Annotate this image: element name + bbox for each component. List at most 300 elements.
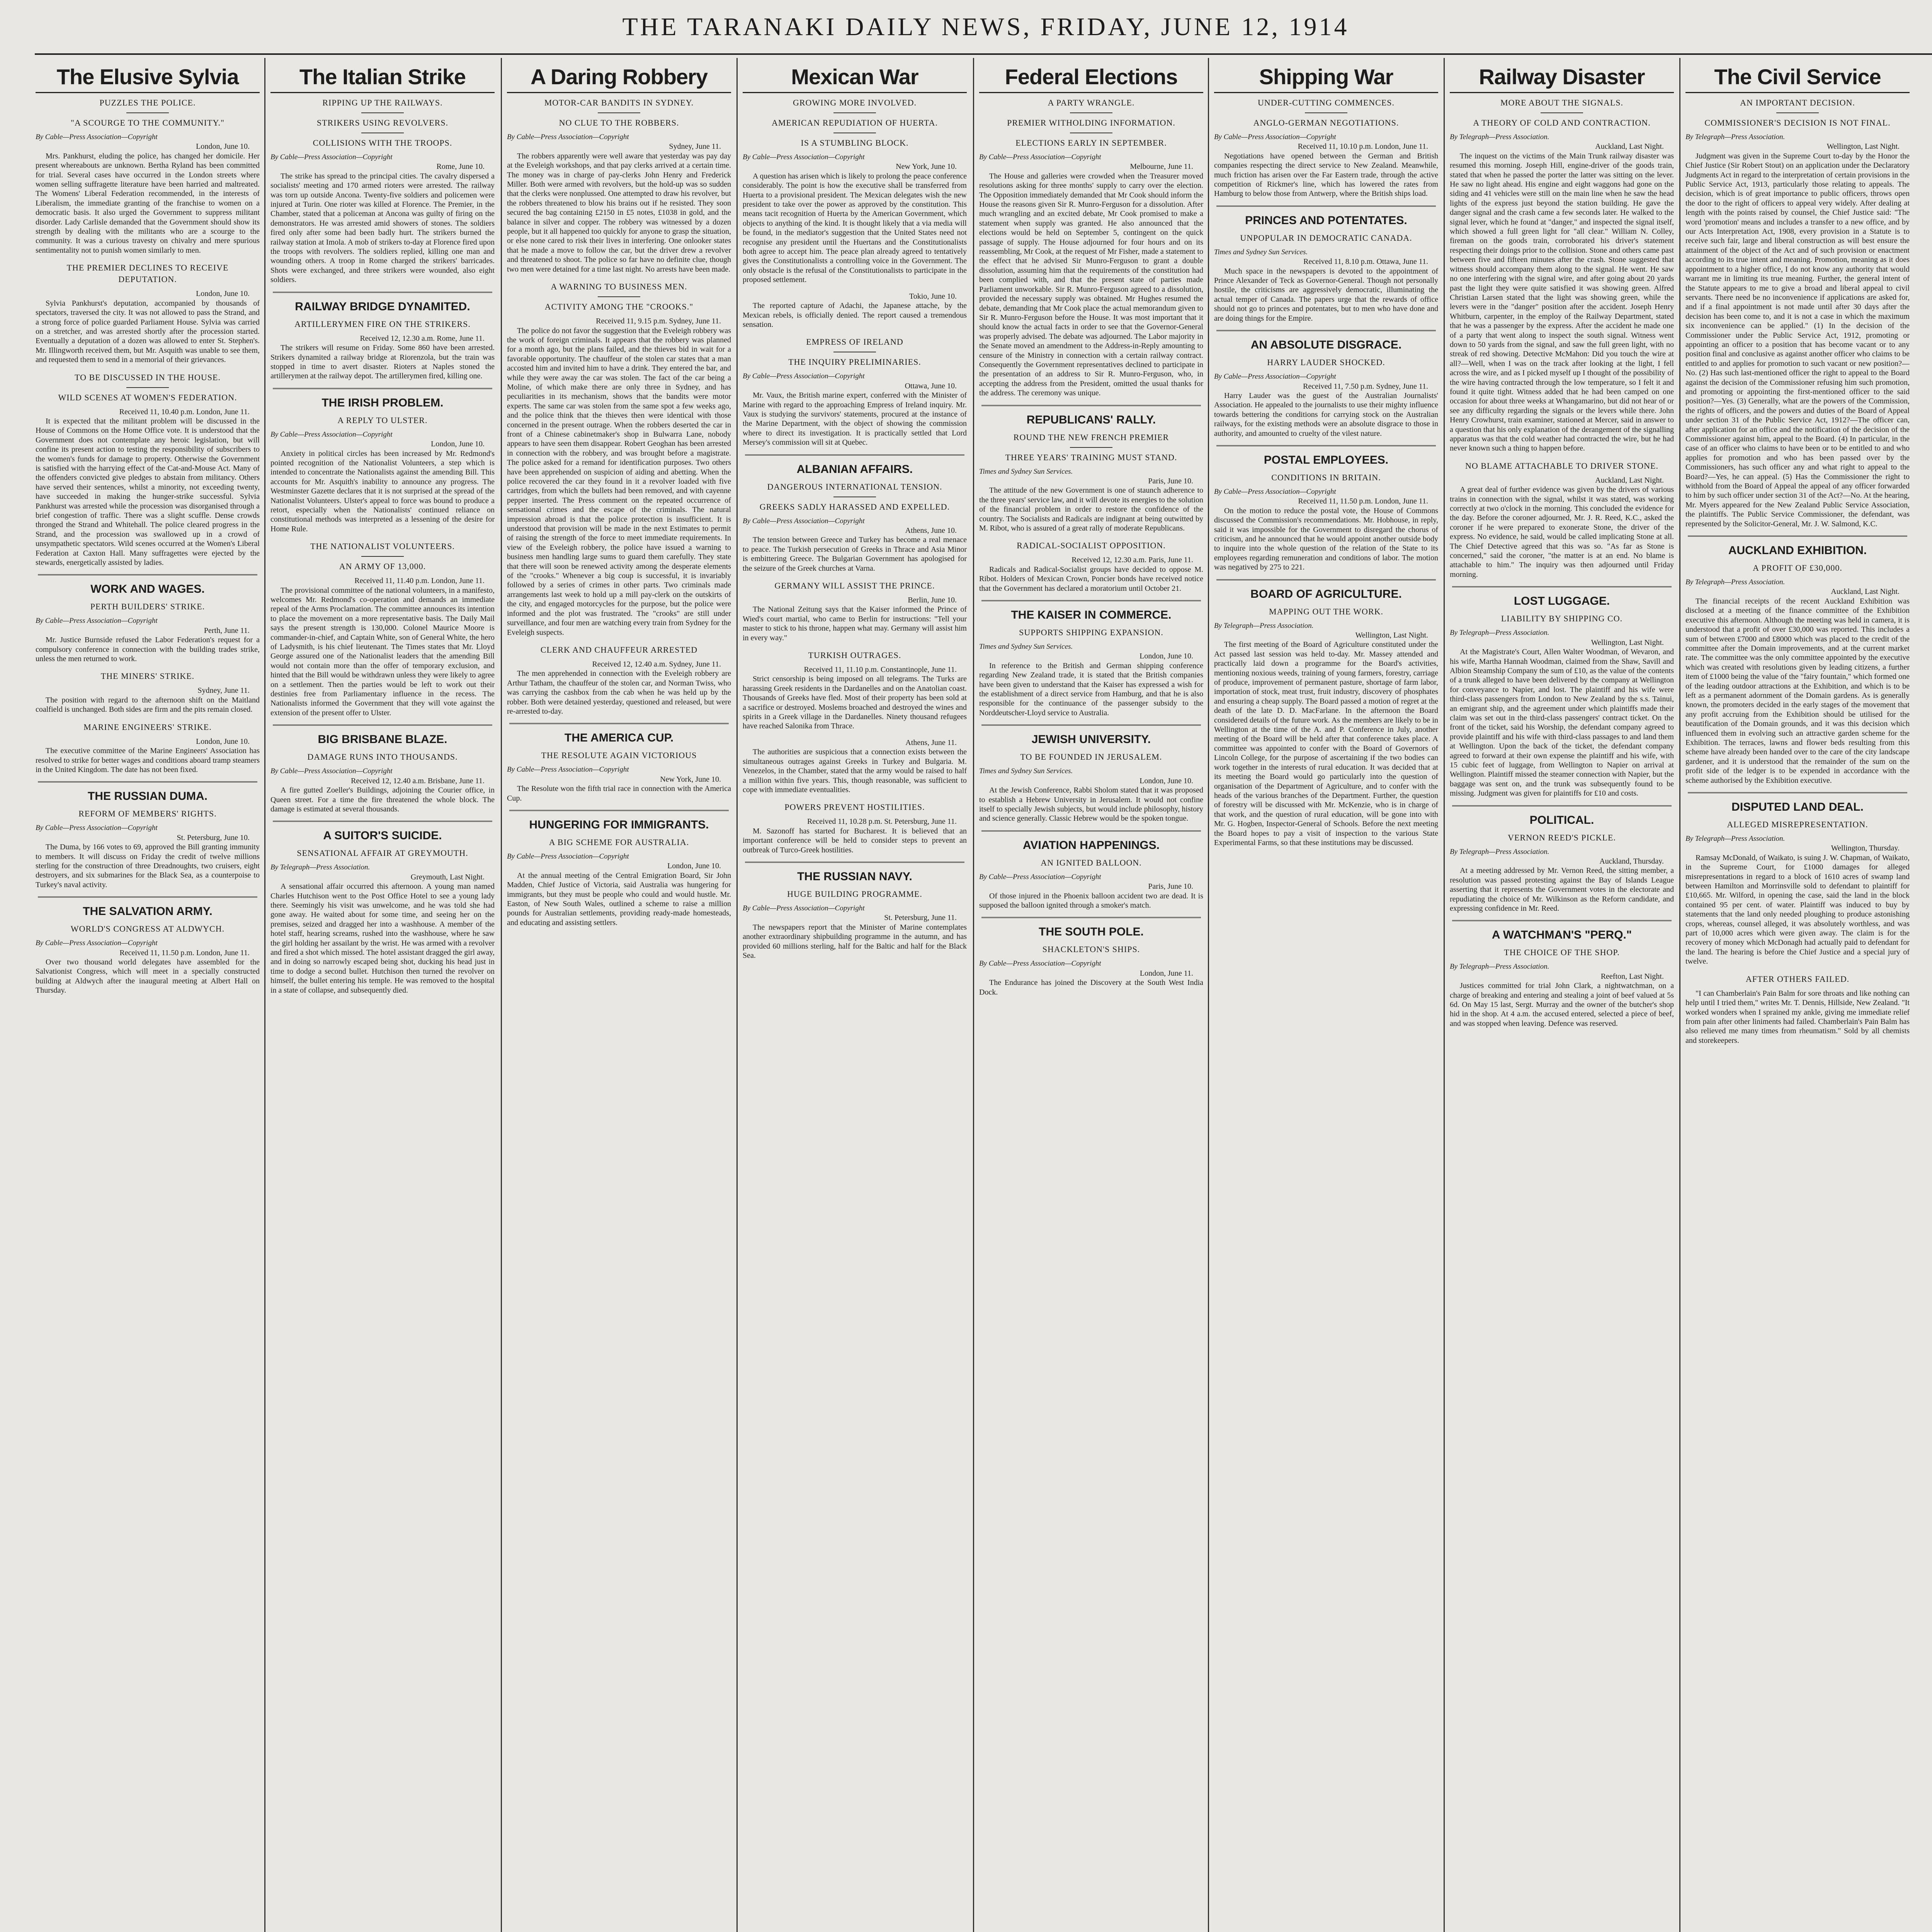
article-byline: By Cable—Press Association—Copyright <box>743 372 865 381</box>
article-dateline: Auckland, Thursday. <box>1599 857 1664 866</box>
article-headline: THE RUSSIAN DUMA. <box>87 790 207 803</box>
article-divider <box>981 917 1201 918</box>
article-divider <box>981 830 1201 832</box>
article-headline: A SUITOR'S SUICIDE. <box>323 829 442 842</box>
article-subhead: AN IGNITED BALLOON. <box>1041 857 1142 867</box>
article <box>743 738 967 794</box>
article <box>507 723 731 803</box>
article <box>270 292 495 381</box>
article <box>36 670 260 714</box>
article-subhead: GERMANY WILL ASSIST THE PRINCE. <box>774 581 935 590</box>
article-subhead: THE CHOICE OF THE SHOP. <box>1504 947 1620 957</box>
article-subhead: SHACKLETON'S SHIPS. <box>1042 944 1140 954</box>
article-body: Radicals and Radical-Socialist groups have decided to oppose M. Ribot. Holders of Mexican Crown, Poncier bonds have received notice that the Government has declared a moratorium until October 21. <box>979 565 1203 593</box>
article-byline: Times and Sydney Sun Services. <box>979 467 1073 476</box>
article-subhead: AFTER OTHERS FAILED. <box>1745 974 1850 984</box>
article-divider <box>1216 330 1436 331</box>
article-body: In reference to the British and German shipping conference regarding New Zealand trade, it is stated that the British companies have been given to understand that the Kaiser has expressed a wish for the establishment of a direct service from Hamburg, and that he is also responsible for the continuance of the passenger subsidy to the Norddeutscher-Lloyd service to Australia. <box>979 661 1203 717</box>
article-byline: By Cable—Press Association—Copyright <box>743 153 865 161</box>
article <box>270 388 495 534</box>
subhead-rule <box>598 296 640 297</box>
article-headline: BOARD OF AGRICULTURE. <box>1250 587 1402 600</box>
article-subhead: ARTILLERYMEN FIRE ON THE STRIKERS. <box>294 319 471 329</box>
article <box>507 97 731 274</box>
article-subhead: LIABILITY BY SHIPPING CO. <box>1501 614 1623 624</box>
article-dateline: Athens, June 11. <box>905 738 957 747</box>
article-byline: By Cable—Press Association—Copyright <box>979 959 1101 968</box>
article-subhead: AMERICAN REPUDIATION OF HUERTA. <box>771 118 938 128</box>
article-body: The financial receipts of the recent Auckland Exhibition was disclosed at a meeting of the finance committee of the Exhibition executive this afternoon. Although the meeting was held in camera, it is understood that a profit of over £30,000 was reported. This includes a sum of between £7000 and £8000 which was placed to the credit of the committee after the Domain improvements, and at the current market rate. The committee was the only committee appointed by the executive which was created with resolutions given by leading citizens, a further item of £1000 being the value of the "fairy fountain," which formed one of the leading outdoor attractions at the Exhibition, and which is to be left as a permanent adornment of the Domain gardens. As is generally known, the promoters decided in the early stages of the movement that any profit accruing from the Exhibition should be utilised for the beautification of the Domain grounds, and it was this decision which influenced them in evolving such an attractive garden scheme for the Exhibition. The terraces, lawns and flower beds resulting from this scheme have already been handed over to the care of the city landscape gardener, and it is understood that the remainder of the sum on the profit side of the ledger is to be expended in accordance with the scheme authorised by the Exhibition executive. <box>1685 597 1910 785</box>
article-dateline: Received 11, 11.10 p.m. Constantinople, June 11. <box>804 665 957 674</box>
article-subhead: A WARNING TO BUSINESS MEN. <box>551 282 687 292</box>
article <box>36 97 260 255</box>
article-dateline: Wellington, Last Night. <box>1591 638 1664 647</box>
article <box>979 405 1203 533</box>
article-subhead: ELECTIONS EARLY IN SEPTEMBER. <box>1015 138 1167 148</box>
article <box>507 810 731 927</box>
article-headline: HUNGERING FOR IMMIGRANTS. <box>529 818 709 831</box>
article <box>36 372 260 568</box>
article-dateline: New York, June 10. <box>660 775 721 784</box>
article-dateline: Reefton, Last Night. <box>1600 972 1664 981</box>
article-subhead: THE RESOLUTE AGAIN VICTORIOUS <box>541 750 697 760</box>
masthead: THE TARANAKI DAILY NEWS, FRIDAY, JUNE 12, 1914 <box>622 13 1349 41</box>
column-8 <box>1685 62 1910 1932</box>
article-subhead: AN IMPORTANT DECISION. <box>1740 98 1855 107</box>
article <box>36 721 260 775</box>
article-byline: By Cable—Press Association—Copyright <box>1214 133 1336 141</box>
article-byline: By Cable—Press Association—Copyright <box>270 153 393 161</box>
article-divider <box>273 724 492 726</box>
article-byline: By Cable—Press Association—Copyright <box>507 133 629 141</box>
article-subhead: COLLISIONS WITH THE TROOPS. <box>313 138 452 148</box>
article-body: The first meeting of the Board of Agriculture constituted under the Act passed last session was held to-day. Mr. Massey attended and practically laid down a programme for the Board's activities, mentioning noxious weeds, training of young farmers, forestry, carriage of produce, improvement of permanent pasture, shortage of farm labor, importation of stock, meat trust, fruit industry, discovery of phosphates and ensuring a cheap supply. The Board passed a motion of regret at the death of the late D. D. MacFarlane. In the afternoon the Board considered details of the future work. As the members are likely to be in Wellington at the time of the A. and P. Conference in July, another meeting of the Board will be held after that conference takes place. A committee was appointed to confer with the Board of Governors of Lincoln College, for the purpose of ascertaining if the two bodies can work together in the interests of rural education. It was decided that at its meeting the Board would go particularly into the question of organisation of the Department of Agriculture, and to confer with the heads of the various branches of the Department. Further, the question of forestry will be discussed with Mr. McKenzie, who is in charge of that work, and the question of rural education, will be gone into with Mr. G. Hogben, Inspector-General of Schools. Before the next meeting the Board hopes to pay a visit of inspection to the various State Experimental Farms, so that these institutions may be discussed. <box>1214 640 1438 847</box>
article-subhead: TURKISH OUTRAGES. <box>808 650 901 660</box>
article-byline: By Cable—Press Association—Copyright <box>1214 372 1336 381</box>
article-subhead: DAMAGE RUNS INTO THOUSANDS. <box>307 752 458 762</box>
article-body: At the Jewish Conference, Rabbi Sholom stated that it was proposed to establish a Hebrew University in Jerusalem. It would not confine itself to specially Jewish subjects, but would include philosophy, history and science generally. Classic Hebrew would be the spoken tongue. <box>979 786 1203 823</box>
article-body: A great deal of further evidence was given by the drivers of various trains in connection with the signal, whilst it was stated, was working correctly at two o'clock in the morning. This concluded the evidence for the day. Before the coroner adjourned, Mr. J. R. Reed, K.C., asked the coroner if he were prepared to exonerate Stone, the driver of the express. No evidence, he said, would be called implicating Stone at all. The Chief Detective agreed that this was so. "As far as Stone is concerned," said the coroner, "the matter is at an end. No blame is attachable to him." The inquiry was then adjourned until Friday morning. <box>1450 485 1674 579</box>
article-dateline: Wellington, Last Night. <box>1827 142 1900 151</box>
article-byline: By Telegraph—Press Association. <box>1450 133 1549 141</box>
article-byline: Times and Sydney Sun Services. <box>979 643 1073 651</box>
article-subhead: MARINE ENGINEERS' STRIKE. <box>83 722 212 732</box>
article-subhead: HUGE BUILDING PROGRAMME. <box>787 889 922 899</box>
column-1 <box>36 62 260 1932</box>
article-body: Sylvia Pankhurst's deputation, accompanied by thousands of spectators, traversed the city. It was not allowed to pass the Strand, and a strong force of police guarded Parliament House. Sylvia was carried on a stretcher, and was arrested shortly after the procession started. Eventually a deputation of a dozen was allowed to enter St. Stephen's. Mr. Illingworth received them, but Mr. Asquith was unable to see them, and requested them to send in a memorial of their grievances. <box>36 299 260 364</box>
article-dateline: London, June 10. <box>1139 652 1193 661</box>
article-divider <box>745 454 964 456</box>
article-dateline: London, June 10. <box>196 142 250 151</box>
article-byline: Times and Sydney Sun Services. <box>1214 248 1308 256</box>
article-dateline: Received 12, 12.40 a.m. Brisbane, June 11. <box>351 776 485 785</box>
article-body: The men apprehended in connection with the Eveleigh robbery are Arthur Tatham, the chauffeur of the stolen car, and Norman Twiss, who was carrying the cashbox from the cab when he was held up by the robber. Both were detained yesterday, questioned and released, but were re-arrested to-day. <box>507 669 731 716</box>
article-dateline: London, June 11. <box>1139 969 1193 978</box>
article-body: Negotiations have opened between the German and British companies respecting the direct service to New Zealand. Meanwhile, much friction has arisen over the Far Eastern trade, through the active competition of Rickmer's line, which has lowered the rates from Hamburg to below those from Antwerp, where the British ships load. <box>1214 151 1438 198</box>
article-headline: RAILWAY BRIDGE DYNAMITED. <box>295 300 470 313</box>
article-body: The provisional committee of the national volunteers, in a manifesto, welcomes Mr. Redmond's co-operation and demands an immediate repeal of the Arms Proclamation. The committee announces its intention to place the movement on a more representative basis. The Daily Mail says the present strength is 130,000. Colonel Maurice Moore is commander-in-chief, and Captain White, son of General White, the hero of Ladysmith, is his chief lieutenant. The Times states that Mr. Lloyd George assured one of the Nationalist leaders that the amending Bill would not contain more than the offer of temporary exclusion, and hinted that the Bill would be withdrawn unless they were likely to agree on a settlement. Then the parties would be left to work out their destinies free from Parliamentary influence in the recess. The Nationalists informed the Government that they will vote against the extension of the present offer to Ulster. <box>270 586 495 717</box>
article-subhead: SUPPORTS SHIPPING EXPANSION. <box>1019 628 1163 638</box>
column-heading: The Civil Service <box>1685 63 1910 93</box>
article-body: At the Magistrate's Court, Allen Walter Woodman, of Wevaron, and his wife, Martha Hannah Woodman, claimed from the Shaw, Savill and Albion Steamship Company the sum of £10, as the value of the contents of a trunk alleged to have been delivered by the company at Wellington for conveyance to Napier, and lost. The plaintiff and his wife were third-class passengers from London to New Zealand by the s.s. Tainui, an emigrant ship, and the agreement under which plaintiffs made their claim was set out in the third-class passengers' contract ticket. On the front of the ticket, said his Worship, the defendant company agreed to provide plaintiff and his wife with third-class passages to and land them at Wellington. Upon the back of the ticket, the defendant company agreed to forward at their own expense the plaintiff and his wife, with 15 cubic feet of luggage, from Wellington to Napier on arrival at Wellington. Plaintiff missed the steamer connection with Napier, but the baggage was sent on, and the trunk was subsequently found to be missing. Judgment was given for plaintiffs for £10 and costs. <box>1450 648 1674 798</box>
article-divider <box>745 862 964 863</box>
article-divider <box>1216 579 1436 580</box>
column-heading: The Elusive Sylvia <box>36 63 260 93</box>
article-body: The House and galleries were crowded when the Treasurer moved resolutions asking for three months' supply to carry over the election. The Opposition immediately demanded that Mr Cook should inform the House the reasons given Sir R. Munro-Ferguson for a dissolution. After much wrangling and an excited debate, Mr Cook promised to make a statement when supply was granted. He also announced that the elections would be held on September 5, contingent on the quick passage of supply. The House adjourned for four hours and on its reassembling, Mr Cook, at the request of Mr Fisher, made a statement to the effect that he advised Sir Munro-Ferguson to grant a double dissolution, assuming him that the requirements of the constitution had been complied with, and that the present state of parties made Parliament unworkable. Sir R. Munro-Ferguson agreed to a dissolution, provided the necessary supply was obtained. Mr Hughes resumed the debate, demanding that Mr Cook place the actual memorandum given to Sir R. Munro-Ferguson before the House. It was most important that it should know the actual facts in order to see that the Governor-General was properly advised. The debate was adjourned. The Labor majority in the Senate moved an amendment to the Address-in-Reply amounting to censure of the Ministry in connection with a certain railway contract. Consequently the Government representatives declined to participate in the presentation of an address to Sir R. Munro-Ferguson, who, in accepting the address from the President, omitted the usual thanks for the address. The ceremony was unique. <box>979 172 1203 398</box>
article <box>1214 206 1438 323</box>
article-subhead: A REPLY TO ULSTER. <box>337 415 428 425</box>
article <box>1450 460 1674 579</box>
article-headline: POSTAL EMPLOYEES. <box>1264 453 1389 466</box>
article-headline: THE SOUTH POLE. <box>1039 925 1144 939</box>
article-headline: LOST LUGGAGE. <box>1514 595 1610 608</box>
article-body: A sensational affair occurred this afternoon. A young man named Charles Hutchison went to the Post Office Hotel to see a young lady there. Seemingly his visit was unwelcome, and he was told she had gone away. He waited about for some time, and seeing her on the premises, seized and dragged her into a washhouse. A member of the hotel staff, hearing screams, rushed into the washhouse, where he saw the girl holding her assailant by the wrist. He was armed with a revolver and fired a shot which missed. The hotel assistant dragged the girl away, and in doing so narrowly escaped being shot, ducking his head just in time to dodge a second bullet. Hutchison then turned the revolver on himself, the bullet entering his temple. He was removed to the hospital in a state of collapse, and subsequently died. <box>270 882 495 995</box>
article-divider <box>273 821 492 822</box>
article-dateline: London, June 10. <box>196 737 250 746</box>
article <box>743 292 967 330</box>
article-dateline: London, June 10. <box>1139 776 1193 785</box>
article-byline: By Cable—Press Association—Copyright <box>743 904 865 912</box>
article <box>1450 920 1674 1028</box>
article-dateline: St. Petersburg, June 11. <box>884 913 957 922</box>
column-4 <box>743 62 967 1932</box>
article-body: The Duma, by 166 votes to 69, approved the Bill granting immunity to members. It will discuss on Friday the credit of twelve millions sterling for the construction of three Dreadnoughts, two cruisers, eight destroyers, and six submarines for the Black Sea, as a counterpoise to Turkey's naval activity. <box>36 843 260 889</box>
article-byline: By Cable—Press Association—Copyright <box>270 430 393 439</box>
article-body: At the annual meeting of the Central Emigration Board, Sir John Madden, Chief Justice of Victoria, said Australia was hungering for immigrants, but they must be people who could and would hustle. Mr. Easton, of New South Wales, outlined a scheme to raise a million pounds for Australian settlements, providing ready-made homesteads, and educating and assisting settlers. <box>507 871 731 927</box>
article-headline: BIG BRISBANE BLAZE. <box>318 733 447 746</box>
article-dateline: Paris, June 10. <box>1148 882 1193 891</box>
article-subhead: IS A STUMBLING BLOCK. <box>801 138 909 148</box>
article-body: The police do not favor the suggestion that the Eveleigh robbery was the work of foreign criminals. It appears that the robbery was planned for a month ago, but the plans failed, and the thieves bid in wait for a favorable opportunity. The chauffeur of the stolen car states that a man accosted him and invited him to have a drink. They entered the bar, and while they were away the car was stolen. The fact of the car being a Moline, of which make there are only three in Sydney, and has peculiarities in its mechanism, shows that the bandits were motor experts. The same car was stolen from the same spot a few weeks ago, and the police think that the thieves then were identical with those concerned in the present outrage. When the robbers deserted the car in front of a Chinese cabinetmaker's shop in Bulwarra Lane, nobody appears to have seen them disappear. Robert Geoghan has been arrested in connection with the robbery, and was brought before a magistrate. The police asked for a remand for identification purposes. Two others have been apprehended on suspicion of aiding and abetting. When the police recovered the car they found in it a revolver loaded with five cartridges, from which the bullets had been removed, and with cayenne pepper inserted. The Press comment on the repeated occurrence of sensational crimes and the escape of the criminals. The natural impression abroad is that the police protection is insufficient. It is understood that provision will be made in the next Estimates to permit of raising the strength of the force to meet immediate requirements. In view of the Eveleigh robbery, the police have issued a warning to business men handling large sums to guard them carefully. They state that there will soon be renewed activity among the desperate elements of the "crooks." Whenever a big coup is successful, it is invariably followed by a series of crimes in other parts. Two criminals made arrangements last week to hold up a mill pay-clerk on the outskirts of the city, and engaged motorcycles for the purpose, but the police were informed and the plot was frustrated. The "crooks" are still under surveillance, and four men are watching every train from Sydney for the Eveleigh suspects. <box>507 326 731 637</box>
article-headline: THE SALVATION ARMY. <box>83 905 213 918</box>
article-divider <box>1688 792 1907 793</box>
article-subhead: DANGEROUS INTERNATIONAL TENSION. <box>767 481 942 492</box>
article-headline: REPUBLICANS' RALLY. <box>1026 413 1156 426</box>
article-body: The attitude of the new Government is one of staunch adherence to the three years' service law, and it will devote its energies to the solution of the financial problem in order to restore the confidence of the country. The Socialists and Radicals are indignant at being outwitted by M. Ribot, who is assured of a great rally of moderate Republicans. <box>979 486 1203 532</box>
article-body: The strikers will resume on Friday. Some 860 have been arrested. Strikers dynamited a railway bridge at Riorenzola, but the train was stopped in time to avert disaster. Rioters at Naples stoned the artillerymen at the railway depot. The artillerymen fired, killing one. <box>270 344 495 381</box>
article-dateline: Received 11, 11.50 p.m. London, June 11. <box>1298 497 1428 506</box>
column-2 <box>270 62 495 1932</box>
article-dateline: Received 11, 11.40 p.m. London, June 11. <box>354 577 485 585</box>
article <box>1450 586 1674 798</box>
article-byline: By Telegraph—Press Association. <box>1450 847 1549 856</box>
article-subhead: WORLD'S CONGRESS AT ALDWYCH. <box>70 924 225 934</box>
column-heading: Railway Disaster <box>1450 63 1674 93</box>
column-rule <box>973 58 974 1932</box>
article-subhead: THREE YEARS' TRAINING MUST STAND. <box>1005 452 1177 462</box>
article-body: The inquest on the victims of the Main Trunk railway disaster was resumed this morning. Joseph Hill, engine-driver of the goods train, stated that when he passed the porter the latter was sitting on the lever. He saw no light ahead. His engine and eight waggons had gone on the siding and 41 vehicles were still on the main line when he saw the head lights of the express just beyond the station building. He gave the danger signal and the crash came a few seconds later. He walked to the signal lever, which he found at "danger," and inspected the signal itself, which showed a full green light for "all clear." William N. Colley, fireman on the goods train, corroborated his driver's statement respecting their doings prior to the collision. Stone and others came past between five and fifteen minutes after the crash. Stone suggested that witness should accompany them along to the signal. He went. He saw no one interfering with the signal wire, and after going about 20 yards past the light they were quite satisfied it was showing green. Alfred Christian Larsen stated that the light was showing green, while the levers were in the "danger" position after the accident. Joseph Henry Whitburn, carpenter, in the employ of the Railway Department, stated that he was a passenger by the express. After the accident he made one of a party that went along to inspect the south signal. Witness went down to 50 yards from the signal, and saw the full green light, with no streak of red showing. Detective McMahon: Did you touch the wire at all?—Well, when I was on the track after looking at the light, I fell across the wire, and as I picked myself up I thought of the possibility of the wire having contracted through the low temperature, so I felt it and found it quite tight. Witness added that he had been camped on one occasion for about three weeks at Whangamarino, but did not hear of or see any difficulty regarding the signals or the levers while there. John Henry Crowhurst, train examiner, stationed at Mercer, said in answer to a question that his only explanation of the derangement of the signalling apparatus was that the cold weather had contracted the wire, but he had never known such a thing to happen before. <box>1450 151 1674 453</box>
column-7 <box>1450 62 1674 1932</box>
article <box>1450 805 1674 913</box>
column-5 <box>979 62 1203 1932</box>
article-subhead: COMMISSIONER'S DECISION IS NOT FINAL. <box>1704 118 1891 128</box>
article <box>1214 579 1438 848</box>
subhead-rule <box>598 112 640 113</box>
subhead-rule <box>1541 112 1583 113</box>
article-byline: By Cable—Press Association—Copyright <box>979 153 1101 161</box>
article-dateline: Received 11, 9.15 p.m. Sydney, June 11. <box>596 317 721 326</box>
article-dateline: Greymouth, Last Night. <box>410 872 485 881</box>
article-subhead: TO BE FOUNDED IN JERUSALEM. <box>1020 752 1162 762</box>
article-subhead: PREMIER WITHOLDING INFORMATION. <box>1007 118 1175 128</box>
article-dateline: Received 12, 12.30 a.m. Rome, June 11. <box>360 334 485 343</box>
subhead-rule <box>833 112 876 113</box>
article-subhead: THE PREMIER DECLINES TO RECEIVE DEPUTATION. <box>66 263 229 284</box>
article-dateline: Rome, June 10. <box>436 162 485 171</box>
column-rule <box>501 58 502 1932</box>
article-divider <box>38 896 257 898</box>
article-byline: By Cable—Press Association—Copyright <box>979 872 1101 881</box>
article <box>979 724 1203 823</box>
column-heading: Shipping War <box>1214 63 1438 93</box>
article-subhead: SENSATIONAL AFFAIR AT GREYMOUTH. <box>297 848 468 858</box>
article-subhead: GROWING MORE INVOLVED. <box>793 98 917 107</box>
article-subhead: RIPPING UP THE RAILWAYS. <box>322 98 443 107</box>
article-subhead: GREEKS SADLY HARASSED AND EXPELLED. <box>759 502 950 512</box>
article <box>1685 792 1910 966</box>
article-body: M. Sazonoff has started for Bucharest. It is believed that an important conference will be held to consider steps to prevent an outbreak of Turco-Greek hostilities. <box>743 827 967 854</box>
article-body: Mrs. Pankhurst, eluding the police, has changed her domicile. Her present whereabouts are unknown. Bertha Ryland has been committed for trial. Several cases have occurred in the London streets where women selling suffragette literature have been harried and maltreated. The Womens' Liberal Federation recommended, in the interests of Liberalism, the immediate granting of the franchise to women on a democratic basis. It also urged the Government to suppress militant disorder. Lady Carlisle demanded that the Government should show its strength by dealing with the militants who are a scourge to the community. It was a curious travesty on chivalry and mere spurious sentimentality not to punish women similarly to men. <box>36 151 260 255</box>
article-dateline: Received 11, 10.40 p.m. London, June 11. <box>119 407 250 416</box>
article-body: Strict censorship is being imposed on all telegrams. The Turks are harassing Greek residents in the Dardanelles and on the Anatolian coast. Thousands of Greeks have fled. Most of their property has been sold at a sacrifice or destroyed. Moslems broached and destroyed the wines and spirits in a Greek village in the Dardanelles. Ninety thousand refugees have reached Salonika from Thrace. <box>743 675 967 731</box>
subhead-rule <box>361 112 404 113</box>
article <box>979 830 1203 910</box>
article-subhead: WILD SCENES AT WOMEN'S FEDERATION. <box>58 392 237 402</box>
article-divider <box>981 600 1201 601</box>
article-body: The newspapers report that the Minister of Marine contemplates another extraordinary shipbuilding programme in the autumn, and has provided 60 millions sterling, half for the Baltic and half for the Black Sea. <box>743 923 967 960</box>
article-body: Much space in the newspapers is devoted to the appointment of Prince Alexander of Teck as Governor-General. Though not personally hostile, the criticisms are aggressively democratic, illuminating the actual temper of Canada. The papers urge that the rewards of office should not go to princes and potentates, but to men who have done and are doing things for the Empire. <box>1214 267 1438 323</box>
article-byline: By Telegraph—Press Association. <box>1450 629 1549 637</box>
column-rule <box>1679 58 1680 1932</box>
article-subhead: "A SCOURGE TO THE COMMUNITY." <box>71 118 224 128</box>
article-subhead: UNPOPULAR IN DEMOCRATIC CANADA. <box>1240 233 1412 243</box>
article <box>743 336 967 447</box>
article-byline: By Cable—Press Association—Copyright <box>36 617 158 625</box>
article-divider <box>509 723 729 724</box>
subhead-rule <box>1070 112 1112 113</box>
article-divider <box>38 781 257 782</box>
article-subhead: RADICAL-SOCIALIST OPPOSITION. <box>1017 541 1166 551</box>
article <box>36 781 260 889</box>
article-body: The robbers apparently were well aware that yesterday was pay day at the Eveleigh workshops, and that pay clerks arrived at a certain time. The money was in charge of pay-clerks John Henry and Frederick Miller. Both were armed with revolvers, but the hold-up was so sudden that the clerks were nonplussed. One attempted to draw his revolver, but the robbers threatened to blow his brains out if he resisted. They soon secured the bag containing £2150 in £5 notes, £1038 in gold, and the balance in silver and copper. The robbery was witnessed by a dozen people, but it all happened too quickly for anyone to grasp the situation, or else none cared to risk their lives in interfering. One onlooker states that he made a move to follow the car, but the driver drew a revolver and threatened to shoot. The police so far have no definite clue, though two men were detained for a time last night. No arrests have been made. <box>507 151 731 274</box>
article-body: Ramsay McDonald, of Waikato, is suing J. W. Chapman, of Waikato, in the Supreme Court, for £1000 damages for alleged misrepresentations in regard to a block of 1610 acres of swamp land between Hamilton and Morrinsville sold to defendant to plaintiff for £10,665. Mr. Wilford, in opening the case, said the land in the block contained 95 per cent. of water. Plaintiff was induced to buy by statements that the land only needed ploughing to produce astonishing crops, whereas, counsel alleged, it was absolutely worthless, and was part of 10,000 acres which were given away. The claim is for the recovery of money which McDonagh had actually paid to defendant for the land. The hearing is before the Chief Justice and a special jury of twelve. <box>1685 853 1910 966</box>
article <box>979 540 1203 593</box>
article <box>36 574 260 663</box>
article-dateline: Paris, June 10. <box>1148 476 1193 485</box>
article-body: Justices committed for trial John Clark, a nightwatchman, on a charge of breaking and entering and stealing a joint of beef valued at 5s 6d. On May 15 last, Sergt. Murray and the owner of the butcher's shop hid in the shop. At 4 a.m. the accused entered, selected a piece of beef, and was stopped when leaving. Defence was reserved. <box>1450 981 1674 1028</box>
article-dateline: Received 12, 12.30 a.m. Paris, June 11. <box>1071 556 1193 565</box>
article <box>1450 97 1674 453</box>
article <box>743 580 967 643</box>
article-body: The executive committee of the Marine Engineers' Association has resolved to strike for better wages and conditions aboard tramp steamers in the United Kingdom. The date has not been fixed. <box>36 747 260 774</box>
article-divider <box>1216 445 1436 446</box>
article-subhead: MOTOR-CAR BANDITS IN SYDNEY. <box>544 98 694 107</box>
article-headline: THE KAISER IN COMMERCE. <box>1011 609 1172 622</box>
article-subhead: TO BE DISCUSSED IN THE HOUSE. <box>75 372 221 382</box>
subhead-rule <box>1070 447 1112 448</box>
column-6 <box>1214 62 1438 1932</box>
article-byline: By Cable—Press Association—Copyright <box>36 939 158 947</box>
article-body: On the motion to reduce the postal vote, the House of Commons discussed the Commission's recommendations. Mr. Hobhouse, in reply, said it was impossible for the Government to disregard the chorus of criticism, and he announced that he would appoint another outside body to inquire into the whole question of the relation of the State to its employees regarding remuneration and conditions of labor. The motion was negatived by 275 to 221. <box>1214 506 1438 572</box>
article-divider <box>1216 206 1436 207</box>
article-body: The tension between Greece and Turkey has become a real menace to peace. The Turkish persecution of Greeks in Thrace and Asia Minor is embittering Greece. The Bulgarian Government has apologised for the seizure of the Greek churches at Varna. <box>743 536 967 573</box>
article-dateline: Auckland, Last Night. <box>1595 476 1664 485</box>
article <box>743 801 967 855</box>
article-byline: By Telegraph—Press Association. <box>1685 133 1785 141</box>
article-body: "I can Chamberlain's Pain Balm for sore throats and like nothing can help until I tried them," writes Mr. T. Dennis, Hillside, New Zealand. "It worked wonders when I sprained my ankle, giving me immediate relief from pain after other liniments had failed. Chamberlain's Pain Balm has also relieved me many times from rheumatism." Sold by all chemists and storekeepers. <box>1685 989 1910 1045</box>
article-subhead: NO BLAME ATTACHABLE TO DRIVER STONE. <box>1465 461 1658 471</box>
article-dateline: Tokio, June 10. <box>909 292 957 301</box>
article-body: At a meeting addressed by Mr. Vernon Reed, the sitting member, a resolution was passed protesting against the Bay of Islands League asserting that it represents the Government votes in the electorate and repudiating the choice of Mr. Wilkinson as the Reform candidate, and expressing confidence in Mr. Reed. <box>1450 866 1674 913</box>
article <box>1214 445 1438 572</box>
article-dateline: London, June 10. <box>667 862 721 871</box>
article-dateline: London, June 10. <box>196 289 250 298</box>
column-rule <box>736 58 738 1932</box>
article-subhead: NO CLUE TO THE ROBBERS. <box>559 118 679 128</box>
article-byline: By Cable—Press Association—Copyright <box>507 765 629 774</box>
article-subhead: EMPRESS OF IRELAND <box>806 337 903 347</box>
article-divider <box>981 405 1201 406</box>
column-heading: A Daring Robbery <box>507 63 731 93</box>
article-dateline: Received 11, 8.10 p.m. Ottawa, June 11. <box>1303 257 1428 266</box>
article-subhead: A PROFIT OF £30,000. <box>1753 563 1842 573</box>
article-body: The reported capture of Adachi, the Japanese attache, by the Mexican rebels, is officially denied. The report caused a tremendous sensation. <box>743 301 967 329</box>
article-byline: By Cable—Press Association—Copyright <box>36 133 158 141</box>
article-byline: By Cable—Press Association—Copyright <box>507 852 629 861</box>
article-subhead: CLERK AND CHAUFFEUR ARRESTED <box>540 645 698 655</box>
masthead-rule <box>35 53 1932 55</box>
subhead-rule <box>126 112 169 113</box>
article-subhead: VERNON REED'S PICKLE. <box>1508 832 1616 842</box>
article-headline: THE AMERICA CUP. <box>564 731 674 745</box>
article <box>270 97 495 285</box>
article-subhead: A PARTY WRANGLE. <box>1048 98 1135 107</box>
subhead-rule <box>1305 112 1347 113</box>
column-rule <box>264 58 265 1932</box>
article-headline: PRINCES AND POTENTATES. <box>1245 214 1407 227</box>
article-divider <box>509 810 729 811</box>
subhead-rule <box>1776 112 1819 113</box>
article-subhead: PUZZLES THE POLICE. <box>99 98 196 107</box>
article-divider <box>1452 920 1672 921</box>
article-subhead: MORE ABOUT THE SIGNALS. <box>1500 98 1623 107</box>
article-subhead: UNDER-CUTTING COMMENCES. <box>1258 98 1395 107</box>
article-subhead: THE MINERS' STRIKE. <box>100 671 195 681</box>
article-body: Mr. Vaux, the British marine expert, conferred with the Minister of Marine with regard to the approaching Empress of Ireland inquiry. Mr. Vaux is studying the survivors' statements, procured at the instance of the Marine Department, with the object of showing the commission where to direct its investigation. It is practically settled that Lord Mersey's commission will sit at Quebec. <box>743 391 967 447</box>
article-dateline: Received 11, 10.10 p.m. London, June 11. <box>1298 142 1428 151</box>
article-body: The strike has spread to the principal cities. The cavalry dispersed a socialists' meeting and 170 armed rioters were arrested. The railway was torn up outside Ancona. Twenty-five soldiers and policemen were injured at Turin. One rioter was killed at Florence. The Premier, in the Chamber, stated that a policeman at Ancona was guilty of firing on the demonstrators. He was arrested amid showers of stones. The soldiers fired only after some had been badly hurt. The strikers burned the railway station at Imola. A mob of strikers to-day at Florence fired upon the troops with revolvers. The soldiers replied, killing one man and wounding others. A troop in Rome charged the strikers' barricades. Shots were exchanged, and three strikers were wounded, also eight soldiers. <box>270 172 495 284</box>
article-divider <box>1688 536 1907 537</box>
article-subhead: PERTH BUILDERS' STRIKE. <box>90 602 205 612</box>
article-dateline: Berlin, June 10. <box>908 596 957 604</box>
article-dateline: Received 11, 11.50 p.m. London, June 11. <box>119 948 250 957</box>
article <box>743 454 967 573</box>
article-subhead: POWERS PREVENT HOSTILITIES. <box>784 802 925 812</box>
article <box>270 541 495 718</box>
article-byline: By Cable—Press Association—Copyright <box>743 517 865 525</box>
article <box>743 97 967 285</box>
article-byline: By Cable—Press Association—Copyright <box>270 767 393 776</box>
article <box>1685 536 1910 785</box>
article-body: The Endurance has joined the Discovery at the South West India Dock. <box>979 978 1203 997</box>
article <box>270 724 495 814</box>
article-headline: AUCKLAND EXHIBITION. <box>1728 544 1867 557</box>
article-subhead: STRIKERS USING REVOLVERS. <box>316 118 449 128</box>
article-byline: By Telegraph—Press Association. <box>1685 835 1785 843</box>
article-body: It is expected that the militant problem will be discussed in the House of Commons on the Home Office vote. It is understood that the Government does not contemplate any heroic legislation, but will confine its present action to testing the responsibility of subscribers to the women's funds for damage to property. Otherwise the Government is satisfied with the harrying effect of the Cat-and-Mouse Act. Many of the offenders convicted give pledges to abstain from militancy. Others have served their sentences, whilst a minority, not exceeding twenty, have succeeded in making the hunger-strike successful. Sylvia Pankhurst was arrested while the procession was disorganised through a brief congestion of traffic. There was a slight scuffle. Dense crowds thronged the Strand and Whitehall. The police cleared progress in the Strand, and the procession was swallowed up in a crowd of unsympathetic spectators. Wild scenes occurred at the Women's Liberal Federation at Caxton Hall. Many suffragettes were ejected by the stewards, energetically assisted by ladies. <box>36 417 260 567</box>
column-3 <box>507 62 731 1932</box>
article-subhead: CONDITIONS IN BRITAIN. <box>1271 472 1381 482</box>
article-body: Judgment was given in the Supreme Court to-day by the Honor the Chief Justice (Sir Robert Stout) on an application under the Declaratory Judgments Act in regard to the interpretation of certain provisions in the Public Service Act, 1913, particularly those relating to appeals. The decision, which is of great importance to public officers, throws open the door to the right of officers to appeal very widely. After dealing at length with the points raised by counsel, the Chief Justice said: "The word 'promotion' means and includes a transfer to a new office, and by our Acts Interpretation Act, 1908, every provision in a Statute is to receive such fair, large and liberal construction as will best ensure the attainment of the object of the Act and of such provision or enactment according to its true intent and meaning. Promotion, meaning as it does appointment to a higher office, I do not know any authority that would warrant me in limiting its true meaning. Further, the general intent of the Statute appears to me to give a broad and liberal appeal to civil servants. There need be no inconvenience if applications are asked for, and if a final appointment is not made until after 30 days after the decision has been come to, and it is not a case in which the maximum six inconvenience can be applied." (1) In the decision of the Commissioner under the Public Service Act, 1912, promoting or appointing an officer to a position that has become vacant or to any position final and conclusive as against another officer who claims to be entitled to and applies for promotion to such vacant or new position?—No. (2) Has such last-mentioned officer the right to appeal to the Board against the decision of the Commissioner refusing him such promotion, and promoting or appointing the first-mentioned officer to the said position?—Yes. (3) Generally, what are the powers of the Commission, the rights of officers, and the powers and duties of the Board of Appeal under section 31 of the Public Service Act, 1912?—The officer can, after application for an office and the notification of the decision of the Commissioner against him, appeal to the Board. (4) In particular, in the case of an officer who claims to have been or to be entitled to and who applies for promotion and who has been passed over by the Commissioners, has such officer any and what right to appeal to the Board?—Yes, he can appeal. (5) Has the Commissioner the right to withhold from the Board of Appeal the appeal of any officer forwarded to him by such officer under section 31 of the Act?—No. At the hearing, Mr. Myers appeared for the New Zealand Public Service Association, the plaintiffs. The Public Service Commissioner, the defendant, was represented by the Solicitor-General, Mr. J. W. Salmond, K.C. <box>1685 151 1910 528</box>
article-subhead: ANGLO-GERMAN NEGOTIATIONS. <box>1253 118 1399 128</box>
article-dateline: Received 12, 12.40 a.m. Sydney, June 11. <box>592 660 721 668</box>
article <box>507 281 731 637</box>
article-subhead: A BIG SCHEME FOR AUSTRALIA. <box>549 837 689 847</box>
article-subhead: THE INQUIRY PRELIMINARIES. <box>788 357 921 367</box>
article-subhead: ALLEGED MISREPRESENTATION. <box>1727 820 1868 829</box>
article-body: Of those injured in the Phoenix balloon accident two are dead. It is supposed the balloon ignited through a smoker's match. <box>979 891 1203 910</box>
column-rule <box>1208 58 1209 1932</box>
article-dateline: Athens, June 10. <box>905 526 957 535</box>
article-dateline: Melbourne, June 11. <box>1130 162 1193 171</box>
article-headline: THE RUSSIAN NAVY. <box>797 870 912 883</box>
article-headline: DISPUTED LAND DEAL. <box>1731 801 1864 813</box>
article-headline: WORK AND WAGES. <box>90 583 205 596</box>
article-headline: AVIATION HAPPENINGS. <box>1023 838 1160 852</box>
article-byline: By Telegraph—Press Association. <box>1214 621 1314 630</box>
article <box>743 650 967 731</box>
article <box>1685 973 1910 1045</box>
article-dateline: Received 11, 10.28 p.m. St. Petersburg, June 11. <box>807 817 957 826</box>
article <box>270 821 495 995</box>
article <box>507 644 731 716</box>
article-byline: By Cable—Press Association—Copyright <box>1214 487 1336 496</box>
article-divider <box>273 388 492 389</box>
article-subhead: A THEORY OF COLD AND CONTRACTION. <box>1473 118 1651 128</box>
article-body: The authorities are suspicious that a connection exists between the simultaneous outrages against Greeks in Turkey and Bulgaria. M. Venezelos, in the Chamber, stated that the army would be raised to half a million within five years. This, though reasonable, was sufficient to cope with immediate eventualities. <box>743 748 967 794</box>
article <box>1214 330 1438 438</box>
article-body: The position with regard to the afternoon shift on the Maitland coalfield is unchanged. Both sides are firm and the pits remain closed. <box>36 696 260 714</box>
article-byline: Times and Sydney Sun Services. <box>979 767 1073 776</box>
article-headline: POLITICAL. <box>1529 813 1594 827</box>
column-heading: Mexican War <box>743 63 967 93</box>
article-subhead: MAPPING OUT THE WORK. <box>1269 606 1384 616</box>
subhead-rule <box>126 387 169 388</box>
article-headline: AN ABSOLUTE DISGRACE. <box>1250 338 1402 352</box>
article-subhead: ROUND THE NEW FRENCH PREMIER <box>1013 432 1169 442</box>
article-dateline: Wellington, Last Night. <box>1355 631 1428 639</box>
article-subhead: THE NATIONALIST VOLUNTEERS. <box>310 541 455 551</box>
article-dateline: Sydney, June 11. <box>669 142 721 151</box>
subhead-rule <box>361 556 404 557</box>
article <box>1685 97 1910 529</box>
article-divider <box>981 724 1201 726</box>
article-body: A fire gutted Zoeller's Buildings, adjoining the Courier office, in Queen street. For a time the fire threatened the whole block. The damage is estimated at several thousands. <box>270 786 495 813</box>
article <box>1214 97 1438 199</box>
article-body: A question has arisen which is likely to prolong the peace conference considerably. The point is how the executive shall be transferred from Huerta to a provisional president. The Mexican delegates wish the new president to take over the power as approved by the constitution. This means tacit recognition of Huerta by the American Government, which objects to anything of the kind. It is thought likely that a via media will be found, in the mediator's suggestion that the United States need not recognise any president until the Huertans and the Constitutionalists both agree to accept him. The peace plan already agreed to tentatively gives the Constitutionalists a controlling voice in the Government. The only obstacle is the refusal of the Constitutionalists to participate in the proposed settlement. <box>743 172 967 284</box>
article-byline: By Telegraph—Press Association. <box>1450 963 1549 971</box>
article <box>743 862 967 960</box>
article <box>979 97 1203 398</box>
article-body: Mr. Justice Burnside refused the Labor Federation's request for a compulsory conference in connection with the building trades strike, unless the men returned to work. <box>36 636 260 663</box>
article-headline: A WATCHMAN'S "PERQ." <box>1492 929 1632 942</box>
article-divider <box>273 292 492 293</box>
article-subhead: REFORM OF MEMBERS' RIGHTS. <box>78 809 217 819</box>
article-body: Harry Lauder was the guest of the Australian Journalists' Association. He appealed to the journalists to use their mighty influence towards bettering the conditions for carrying stock on the Australian railways, for the existing methods were an absolute disgrace to those in authority, and amounted to cruelty of the vilest nature. <box>1214 391 1438 438</box>
article-byline: By Telegraph—Press Association. <box>1685 578 1785 587</box>
article-dateline: St. Petersburg, June 10. <box>177 833 250 842</box>
article-headline: ALBANIAN AFFAIRS. <box>796 463 913 476</box>
